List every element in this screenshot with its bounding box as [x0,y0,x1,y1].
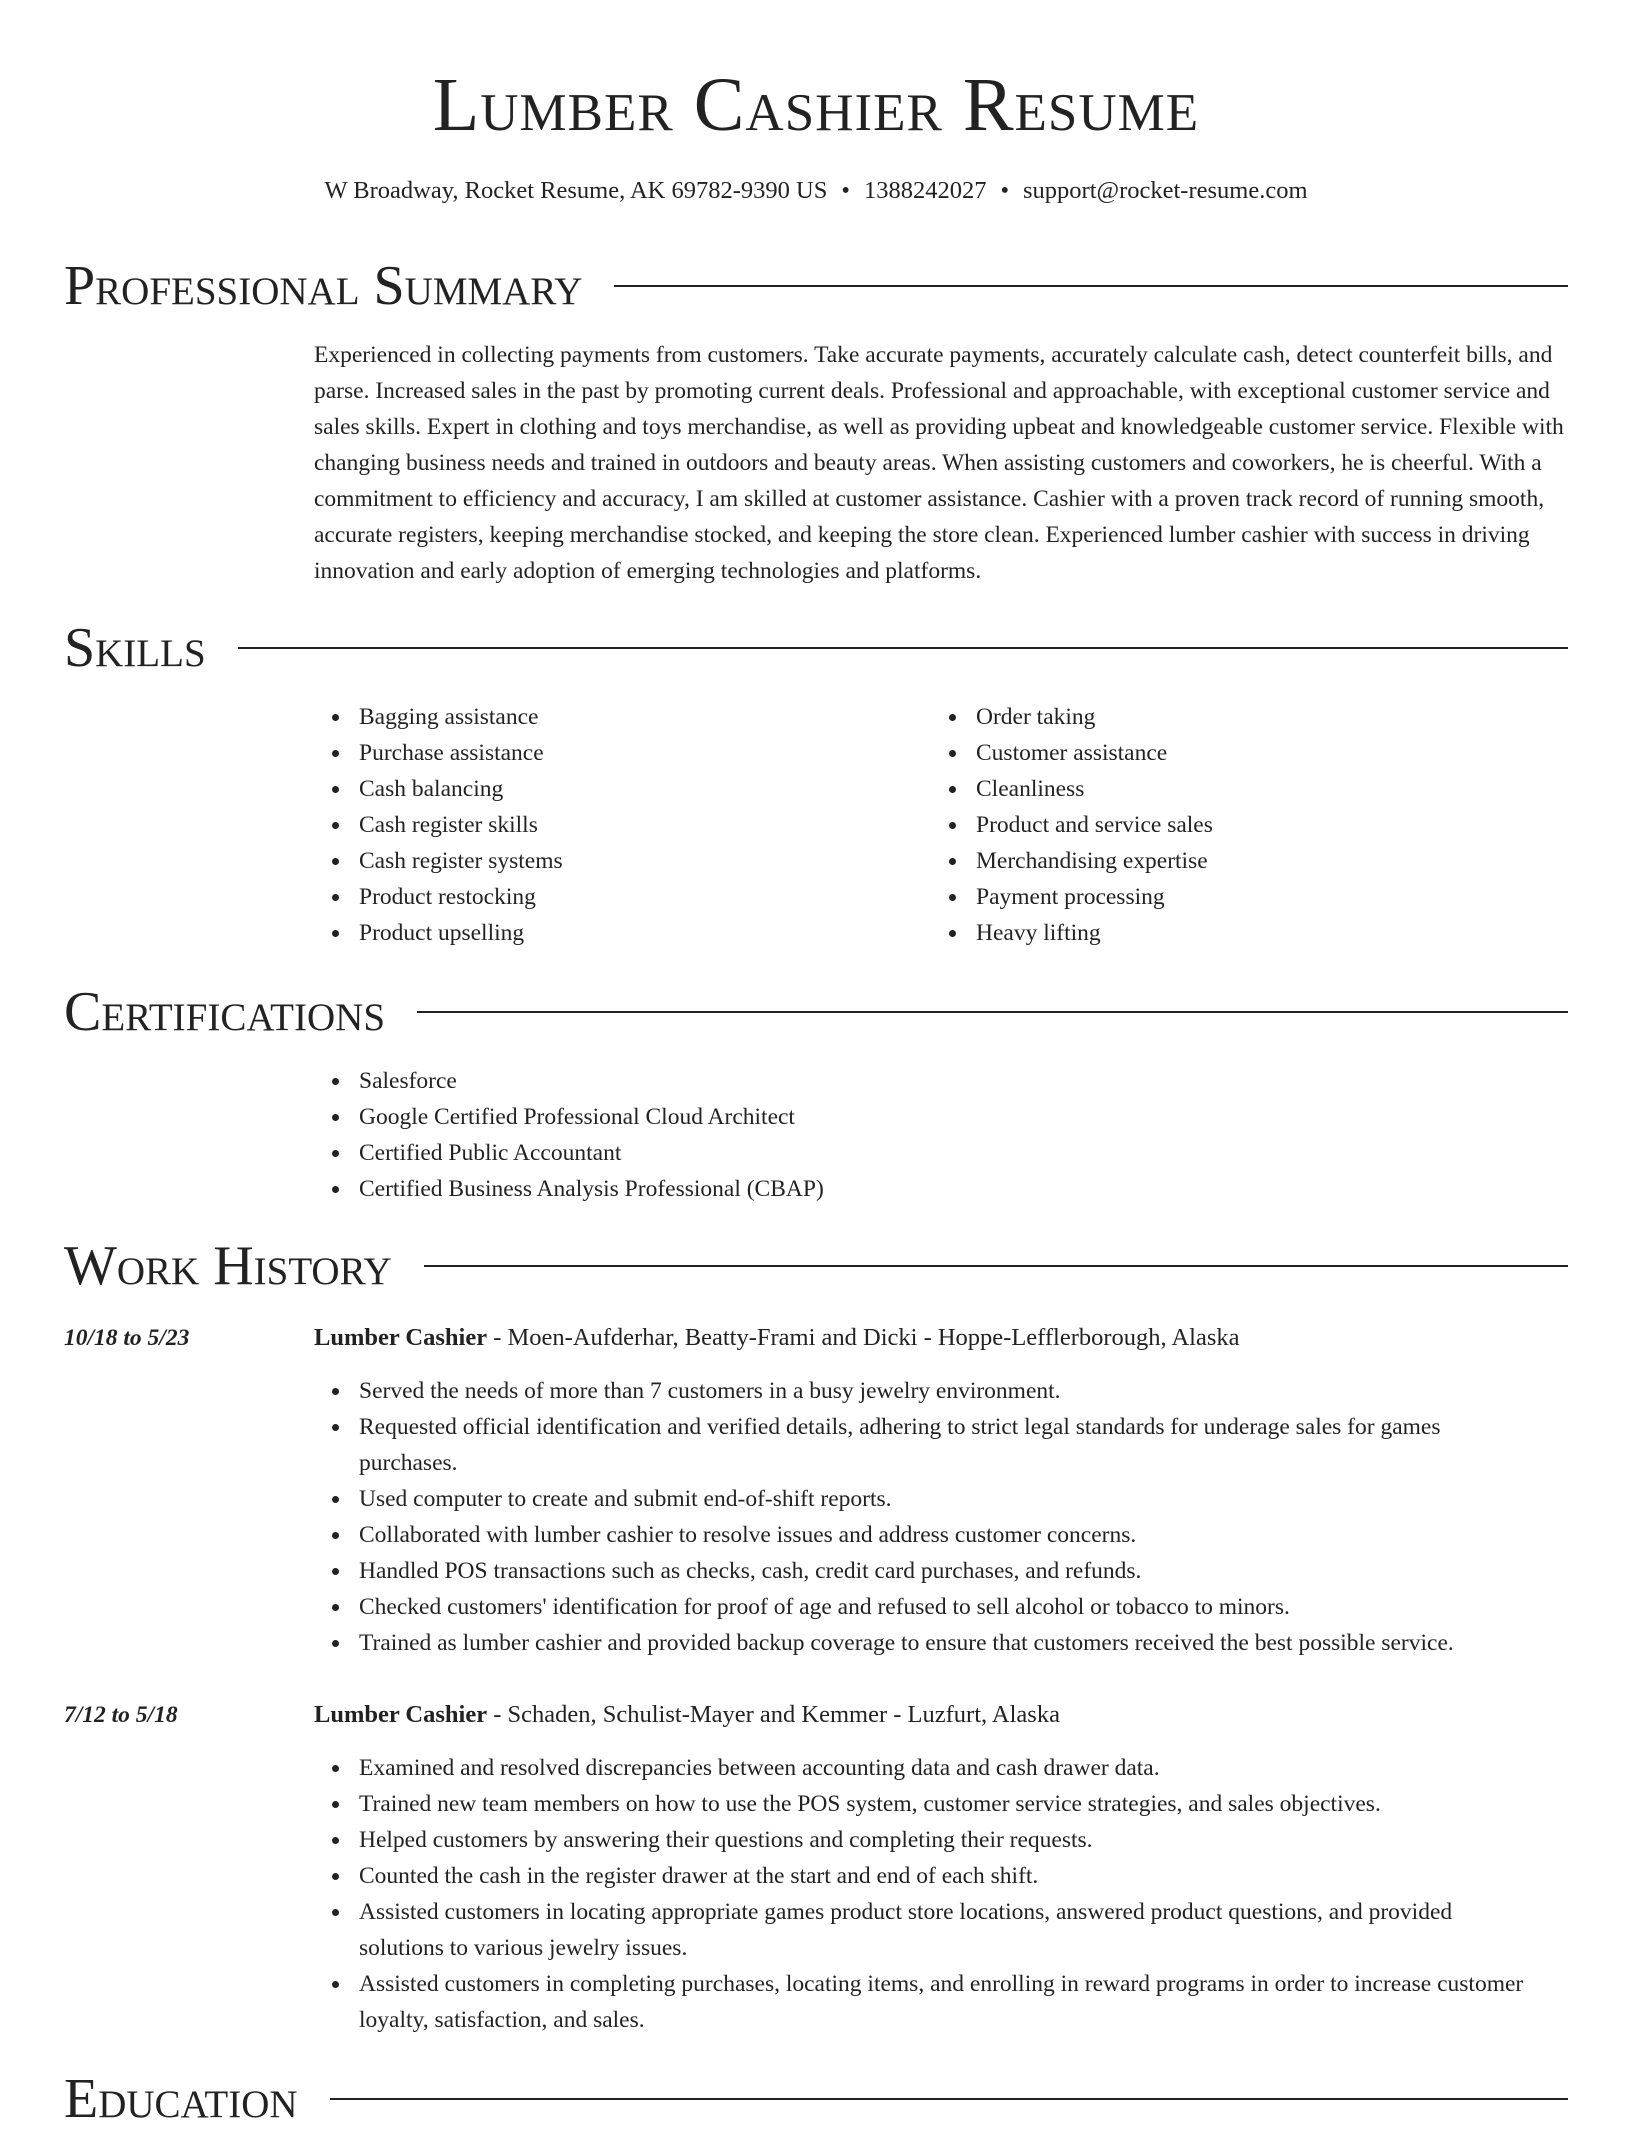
section-divider [417,1011,1568,1013]
skill-item: Order taking [976,699,1576,735]
job-duty: Counted the cash in the register drawer at the start and end of each shift. [359,1858,1528,1894]
section-header-work-history [64,1234,1568,1298]
job-title-line [314,1697,1568,1733]
job-title: Lumber Cashier [314,1324,488,1351]
skill-item: Cleanliness [976,771,1576,807]
skill-item: Cash register skills [359,807,919,843]
job-duty: Checked customers' identification for proof of age and refused to sell alcohol or tobacco to minors. [359,1589,1528,1625]
job-dates: 7/12 to 5/18 [64,1702,178,1728]
job-duty: Assisted customers in completing purchases, locating items, and enrolling in reward programs in order to increase customer loyalty, satisfaction, and sales. [359,1966,1528,2038]
job-employer: - Moen-Aufderhar, Beatty-Frami and Dicki - Hoppe-Lefflerborough, Alaska [487,1324,1240,1351]
certification-item: Google Certified Professional Cloud Architect [359,1099,1259,1135]
skill-item: Purchase assistance [359,735,919,771]
summary-text: Experienced in collecting payments from customers. Take accurate payments, accurately calculate cash, detect counterfeit bills, and parse. Increased sales in the past by promoting current deals. Professional and approachable, with exceptional customer service and sales skills. Expert in clothing and toys merchandise, as well as providing upbeat and knowledgeable customer service. Flexible with changing business needs and trained in outdoors and beauty areas. When assisting customers and coworkers, he is cheerful. With a commitment to efficiency and accuracy, I am skilled at customer assistance. Cashier with a proven track record of running smooth, accurate registers, keeping merchandise stocked, and keeping the store clean. Experienced lumber cashier with success in driving innovation and early adoption of emerging technologies and platforms. [314,342,1564,584]
contact-separator: • [841,177,850,204]
job-duty: Handled POS transactions such as checks, cash, credit card purchases, and refunds. [359,1553,1528,1589]
job-dates: 10/18 to 5/23 [64,1325,190,1351]
address: W Broadway, Rocket Resume, AK 69782-9390 US [324,177,828,204]
section-title-skills: Skills [64,617,206,679]
section-divider [238,647,1568,649]
section-header-education [64,2067,1568,2131]
section-divider [424,1265,1568,1267]
skill-item: Payment processing [976,879,1576,915]
skills-list-right [931,699,1576,951]
certification-item: Salesforce [359,1063,1259,1099]
skill-item: Customer assistance [976,735,1576,771]
section-title-certifications: Certifications [64,981,386,1043]
contact-separator: • [1000,177,1010,204]
contact-line [0,174,1632,208]
job-employer: - Schaden, Schulist-Mayer and Kemmer - Luzfurt, Alaska [487,1701,1060,1728]
skill-item: Cash balancing [359,771,919,807]
job-duty: Used computer to create and submit end-of-shift reports. [359,1481,1528,1517]
job-duties-list [314,1750,1528,2038]
section-divider [330,2098,1568,2100]
section-title-education: Education [64,2068,298,2130]
skill-item: Cash register systems [359,843,919,879]
certification-item: Certified Business Analysis Professional (CBAP) [359,1171,1259,1207]
job-duty: Trained new team members on how to use the POS system, customer service strategies, and sales objectives. [359,1786,1528,1822]
section-title-work-history: Work History [64,1235,392,1297]
job-duties-list [314,1373,1528,1661]
job-duty: Assisted customers in locating appropriate games product store locations, answered product questions, and provided solutions to various jewelry issues. [359,1894,1528,1966]
section-header-certifications [64,980,1568,1044]
job-duty: Requested official identification and verified details, adhering to strict legal standards for underage sales for games purchases. [359,1409,1528,1481]
phone-number: 1388242027 [863,177,987,204]
skill-item: Product restocking [359,879,919,915]
email-address[interactable]: support@rocket-resume.com [1023,177,1308,204]
skill-item: Bagging assistance [359,699,919,735]
section-divider [614,285,1568,287]
job-title-line [314,1320,1568,1356]
section-header-summary [64,254,1568,318]
job-duty: Trained as lumber cashier and provided backup coverage to ensure that customers received the best possible service. [359,1625,1528,1661]
skill-item: Product upselling [359,915,919,951]
section-header-skills [64,616,1568,680]
job-duty: Collaborated with lumber cashier to resolve issues and address customer concerns. [359,1517,1528,1553]
certifications-list [314,1063,1259,1207]
skill-item: Product and service sales [976,807,1576,843]
skill-item: Merchandising expertise [976,843,1576,879]
section-title-summary: Professional Summary [64,255,583,317]
job-title: Lumber Cashier [314,1701,488,1728]
job-duty: Helped customers by answering their questions and completing their requests. [359,1822,1528,1858]
certification-item: Certified Public Accountant [359,1135,1259,1171]
skill-item: Heavy lifting [976,915,1576,951]
job-duty: Examined and resolved discrepancies between accounting data and cash drawer data. [359,1750,1528,1786]
skills-list-left [314,699,919,951]
job-duty: Served the needs of more than 7 customers in a busy jewelry environment. [359,1373,1528,1409]
resume-title: Lumber Cashier Resume [432,63,1200,147]
